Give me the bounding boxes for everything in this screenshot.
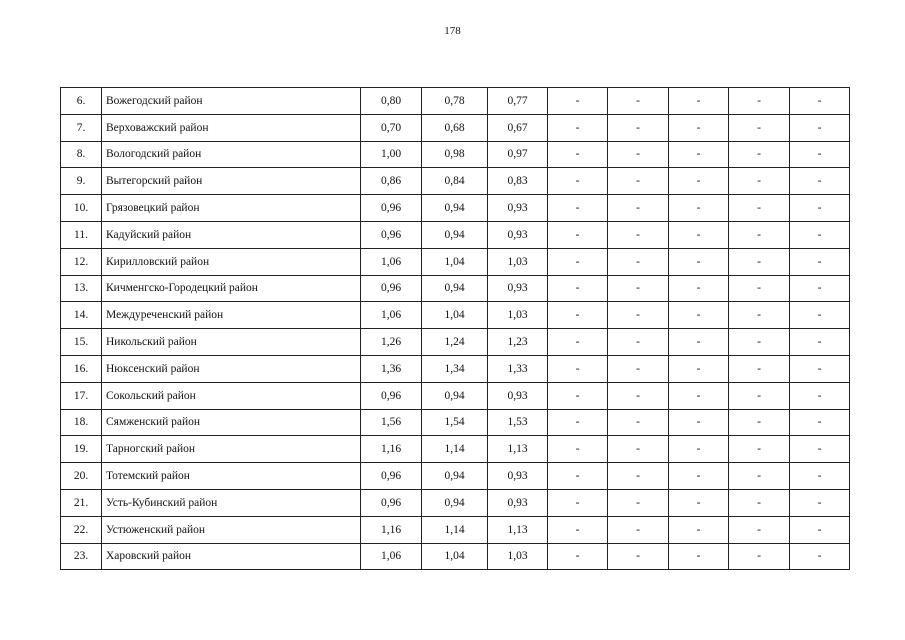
table-row (61, 516, 850, 543)
coefficient-value-1: 0,70 (361, 114, 422, 141)
coefficient-value-2: 0,94 (422, 221, 488, 248)
empty-value-dash: - (669, 141, 729, 168)
coefficient-value-2: 1,34 (422, 355, 488, 382)
coefficient-value-1: 1,26 (361, 329, 422, 356)
empty-value-dash: - (608, 543, 669, 570)
coefficient-value-3: 1,53 (488, 409, 548, 436)
coefficient-value-1: 0,96 (361, 275, 422, 302)
coefficient-value-1: 0,96 (361, 489, 422, 516)
empty-value-dash: - (608, 302, 669, 329)
empty-value-dash: - (608, 114, 669, 141)
coefficient-value-2: 0,94 (422, 463, 488, 490)
coefficient-value-3: 0,93 (488, 382, 548, 409)
row-number: 14. (61, 302, 102, 329)
coefficient-value-2: 0,94 (422, 275, 488, 302)
empty-value-dash: - (729, 436, 790, 463)
empty-value-dash: - (548, 114, 608, 141)
empty-value-dash: - (790, 221, 850, 248)
page-number: 178 (444, 25, 461, 37)
coefficient-value-3: 0,93 (488, 195, 548, 222)
empty-value-dash: - (790, 329, 850, 356)
empty-value-dash: - (669, 436, 729, 463)
empty-value-dash: - (608, 221, 669, 248)
coefficient-value-2: 1,14 (422, 516, 488, 543)
empty-value-dash: - (729, 195, 790, 222)
empty-value-dash: - (790, 409, 850, 436)
row-number: 15. (61, 329, 102, 356)
table-row (61, 275, 850, 302)
empty-value-dash: - (729, 114, 790, 141)
coefficient-value-2: 0,84 (422, 168, 488, 195)
row-number: 10. (61, 195, 102, 222)
coefficient-value-1: 0,96 (361, 195, 422, 222)
empty-value-dash: - (669, 516, 729, 543)
empty-value-dash: - (729, 355, 790, 382)
table-row (61, 168, 850, 195)
district-name: Кадуйский район (102, 221, 361, 248)
empty-value-dash: - (790, 543, 850, 570)
coefficient-value-1: 0,96 (361, 463, 422, 490)
empty-value-dash: - (548, 329, 608, 356)
row-number: 6. (61, 88, 102, 115)
coefficient-value-2: 1,04 (422, 248, 488, 275)
empty-value-dash: - (729, 516, 790, 543)
empty-value-dash: - (548, 516, 608, 543)
district-name: Нюксенский район (102, 355, 361, 382)
empty-value-dash: - (608, 516, 669, 543)
coefficient-value-3: 1,33 (488, 355, 548, 382)
empty-value-dash: - (790, 168, 850, 195)
district-name: Тотемский район (102, 463, 361, 490)
coefficient-value-3: 0,97 (488, 141, 548, 168)
coefficient-value-2: 1,04 (422, 302, 488, 329)
empty-value-dash: - (729, 329, 790, 356)
district-name: Кичменгско-Городецкий район (102, 275, 361, 302)
empty-value-dash: - (790, 355, 850, 382)
empty-value-dash: - (548, 463, 608, 490)
row-number: 9. (61, 168, 102, 195)
empty-value-dash: - (669, 221, 729, 248)
empty-value-dash: - (548, 543, 608, 570)
district-name: Верховажский район (102, 114, 361, 141)
empty-value-dash: - (790, 302, 850, 329)
empty-value-dash: - (669, 88, 729, 115)
table-body (61, 88, 850, 570)
coefficient-value-2: 1,54 (422, 409, 488, 436)
empty-value-dash: - (729, 409, 790, 436)
district-name: Усть-Кубинский район (102, 489, 361, 516)
coefficient-value-3: 0,93 (488, 489, 548, 516)
row-number: 18. (61, 409, 102, 436)
district-name: Вытегорский район (102, 168, 361, 195)
coefficient-value-3: 1,23 (488, 329, 548, 356)
empty-value-dash: - (790, 275, 850, 302)
empty-value-dash: - (548, 141, 608, 168)
empty-value-dash: - (669, 195, 729, 222)
district-name: Никольский район (102, 329, 361, 356)
table-row (61, 329, 850, 356)
district-name: Устюженский район (102, 516, 361, 543)
empty-value-dash: - (729, 221, 790, 248)
coefficient-value-1: 0,80 (361, 88, 422, 115)
coefficient-value-2: 1,14 (422, 436, 488, 463)
empty-value-dash: - (790, 195, 850, 222)
empty-value-dash: - (548, 382, 608, 409)
table-row (61, 221, 850, 248)
empty-value-dash: - (608, 195, 669, 222)
empty-value-dash: - (669, 409, 729, 436)
coefficient-value-3: 1,13 (488, 516, 548, 543)
coefficient-value-1: 1,06 (361, 302, 422, 329)
empty-value-dash: - (729, 463, 790, 490)
coefficient-value-1: 1,06 (361, 543, 422, 570)
empty-value-dash: - (548, 275, 608, 302)
empty-value-dash: - (608, 88, 669, 115)
coefficient-value-2: 0,94 (422, 195, 488, 222)
empty-value-dash: - (669, 329, 729, 356)
empty-value-dash: - (669, 302, 729, 329)
coefficient-value-3: 0,83 (488, 168, 548, 195)
coefficient-value-1: 1,36 (361, 355, 422, 382)
empty-value-dash: - (669, 114, 729, 141)
empty-value-dash: - (669, 463, 729, 490)
coefficient-value-3: 0,93 (488, 221, 548, 248)
district-coefficients-table (60, 87, 850, 570)
empty-value-dash: - (729, 275, 790, 302)
empty-value-dash: - (669, 355, 729, 382)
empty-value-dash: - (790, 463, 850, 490)
coefficient-value-1: 1,06 (361, 248, 422, 275)
table-row (61, 248, 850, 275)
empty-value-dash: - (669, 382, 729, 409)
empty-value-dash: - (790, 114, 850, 141)
district-name: Вологодский район (102, 141, 361, 168)
empty-value-dash: - (608, 168, 669, 195)
empty-value-dash: - (608, 463, 669, 490)
empty-value-dash: - (729, 302, 790, 329)
empty-value-dash: - (608, 275, 669, 302)
coefficient-value-3: 1,03 (488, 302, 548, 329)
coefficient-value-2: 0,78 (422, 88, 488, 115)
coefficient-value-1: 0,96 (361, 382, 422, 409)
empty-value-dash: - (548, 355, 608, 382)
coefficient-value-1: 1,16 (361, 516, 422, 543)
coefficient-value-3: 0,77 (488, 88, 548, 115)
row-number: 21. (61, 489, 102, 516)
empty-value-dash: - (548, 248, 608, 275)
district-name: Вожегодский район (102, 88, 361, 115)
empty-value-dash: - (790, 382, 850, 409)
coefficient-value-1: 1,56 (361, 409, 422, 436)
district-name: Тарногский район (102, 436, 361, 463)
empty-value-dash: - (790, 489, 850, 516)
empty-value-dash: - (608, 141, 669, 168)
coefficient-value-3: 0,67 (488, 114, 548, 141)
empty-value-dash: - (729, 489, 790, 516)
table-row (61, 436, 850, 463)
table-row (61, 195, 850, 222)
table-row (61, 409, 850, 436)
empty-value-dash: - (608, 436, 669, 463)
coefficient-value-3: 1,03 (488, 543, 548, 570)
empty-value-dash: - (729, 88, 790, 115)
district-name: Сокольский район (102, 382, 361, 409)
table-row (61, 302, 850, 329)
row-number: 17. (61, 382, 102, 409)
table-row (61, 355, 850, 382)
table-row (61, 88, 850, 115)
row-number: 22. (61, 516, 102, 543)
row-number: 16. (61, 355, 102, 382)
coefficient-value-1: 1,16 (361, 436, 422, 463)
row-number: 20. (61, 463, 102, 490)
coefficient-value-3: 1,03 (488, 248, 548, 275)
row-number: 12. (61, 248, 102, 275)
empty-value-dash: - (790, 141, 850, 168)
empty-value-dash: - (669, 543, 729, 570)
coefficient-value-2: 1,04 (422, 543, 488, 570)
empty-value-dash: - (669, 248, 729, 275)
coefficient-value-2: 0,94 (422, 382, 488, 409)
table-row (61, 543, 850, 570)
coefficient-value-2: 0,98 (422, 141, 488, 168)
row-number: 19. (61, 436, 102, 463)
empty-value-dash: - (790, 88, 850, 115)
coefficient-value-3: 0,93 (488, 463, 548, 490)
district-name: Харовский район (102, 543, 361, 570)
empty-value-dash: - (548, 409, 608, 436)
empty-value-dash: - (729, 248, 790, 275)
empty-value-dash: - (729, 141, 790, 168)
empty-value-dash: - (548, 168, 608, 195)
table-row (61, 382, 850, 409)
coefficient-value-2: 1,24 (422, 329, 488, 356)
empty-value-dash: - (669, 275, 729, 302)
table-row (61, 489, 850, 516)
empty-value-dash: - (608, 409, 669, 436)
empty-value-dash: - (608, 248, 669, 275)
empty-value-dash: - (608, 329, 669, 356)
empty-value-dash: - (790, 436, 850, 463)
district-name: Кирилловский район (102, 248, 361, 275)
coefficient-value-1: 1,00 (361, 141, 422, 168)
empty-value-dash: - (729, 168, 790, 195)
empty-value-dash: - (729, 543, 790, 570)
empty-value-dash: - (548, 195, 608, 222)
district-name: Сямженский район (102, 409, 361, 436)
empty-value-dash: - (608, 355, 669, 382)
coefficient-value-3: 1,13 (488, 436, 548, 463)
row-number: 7. (61, 114, 102, 141)
coefficient-value-1: 0,86 (361, 168, 422, 195)
row-number: 8. (61, 141, 102, 168)
coefficient-value-3: 0,93 (488, 275, 548, 302)
row-number: 11. (61, 221, 102, 248)
empty-value-dash: - (608, 489, 669, 516)
row-number: 13. (61, 275, 102, 302)
table-row (61, 141, 850, 168)
empty-value-dash: - (608, 382, 669, 409)
empty-value-dash: - (790, 248, 850, 275)
empty-value-dash: - (669, 489, 729, 516)
empty-value-dash: - (669, 168, 729, 195)
empty-value-dash: - (548, 221, 608, 248)
district-name: Грязовецкий район (102, 195, 361, 222)
table-row (61, 463, 850, 490)
empty-value-dash: - (548, 88, 608, 115)
table-row (61, 114, 850, 141)
empty-value-dash: - (548, 489, 608, 516)
empty-value-dash: - (548, 302, 608, 329)
row-number: 23. (61, 543, 102, 570)
empty-value-dash: - (729, 382, 790, 409)
coefficient-value-2: 0,94 (422, 489, 488, 516)
coefficient-value-1: 0,96 (361, 221, 422, 248)
coefficient-value-2: 0,68 (422, 114, 488, 141)
district-name: Междуреченский район (102, 302, 361, 329)
empty-value-dash: - (790, 516, 850, 543)
empty-value-dash: - (548, 436, 608, 463)
